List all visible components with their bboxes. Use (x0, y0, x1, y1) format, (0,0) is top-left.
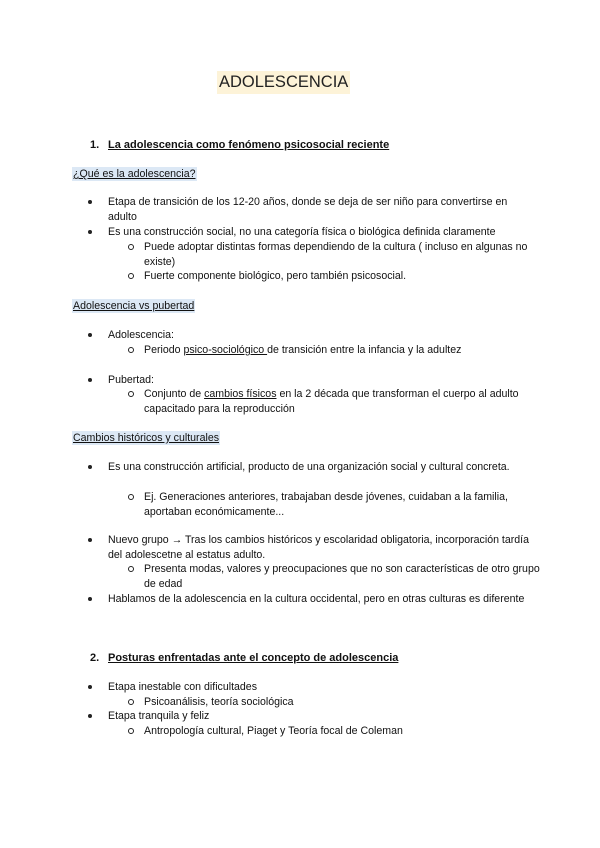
list-item: Nuevo grupo → Tras los cambios históricos y escolaridad obligatoria, incorporación tardía del adolescetne al estatus adulto. (108, 533, 538, 562)
subheading-cambios: Cambios históricos y culturales (73, 432, 220, 444)
list-item: Adolescencia: (108, 328, 538, 343)
underlined-term: cambios físicos (204, 388, 277, 400)
list-subitem: Ej. Generaciones anteriores, trabajaban desde jóvenes, cuidaban a la familia, aportaban económicamente... (144, 490, 544, 519)
list-item: Es una construcción social, no una categoría física o biológica definida claramente (108, 225, 538, 240)
list-subitem (144, 343, 544, 358)
subitem-text: Periodo (144, 344, 184, 356)
list-item: Pubertad: (108, 373, 538, 388)
section-1-heading (90, 138, 389, 152)
list-item: Hablamos de la adolescencia en la cultura occidental, pero en otras culturas es diferente (108, 592, 538, 607)
page-title: ADOLESCENCIA (217, 71, 350, 94)
subitem-text: de transición entre la infancia y la adultez (267, 344, 462, 356)
list-item: Es una construcción artificial, producto de una organización social y cultural concreta. (108, 460, 538, 475)
list-subitem: Psicoanálisis, teoría sociológica (144, 695, 544, 710)
section-1-number: 1. (90, 139, 100, 151)
list-subitem: Fuerte componente biológico, pero también psicosocial. (144, 269, 544, 284)
subheading-que-es: ¿Qué es la adolescencia? (73, 168, 196, 180)
list-item: Etapa tranquila y feliz (108, 709, 538, 724)
section-2-title: Posturas enfrentadas ante el concepto de adolescencia (108, 652, 399, 664)
list-subitem (144, 387, 544, 416)
underlined-term: psico-sociológico (183, 344, 268, 356)
list-subitem: Antropología cultural, Piaget y Teoría focal de Coleman (144, 724, 544, 739)
list-item: Etapa inestable con dificultades (108, 680, 538, 695)
subitem-text: Conjunto de (144, 388, 205, 400)
list-subitem: Presenta modas, valores y preocupaciones que no son características de otro grupo de edad (144, 562, 544, 591)
section-1-title: La adolescencia como fenómeno psicosocial reciente (108, 139, 390, 151)
section-2-number: 2. (90, 652, 100, 664)
list-subitem: Puede adoptar distintas formas dependiendo de la cultura ( incluso en algunas no existe) (144, 240, 544, 269)
list-item: Etapa de transición de los 12-20 años, donde se deja de ser niño para convertirse en adulto (108, 195, 538, 224)
subitem-text: en la 2 década que transforman el cuerpo al adulto capacitado para la reproducción (144, 388, 519, 415)
section-2-heading (90, 651, 398, 665)
subheading-adolescencia-vs-pubertad: Adolescencia vs pubertad (73, 300, 195, 312)
